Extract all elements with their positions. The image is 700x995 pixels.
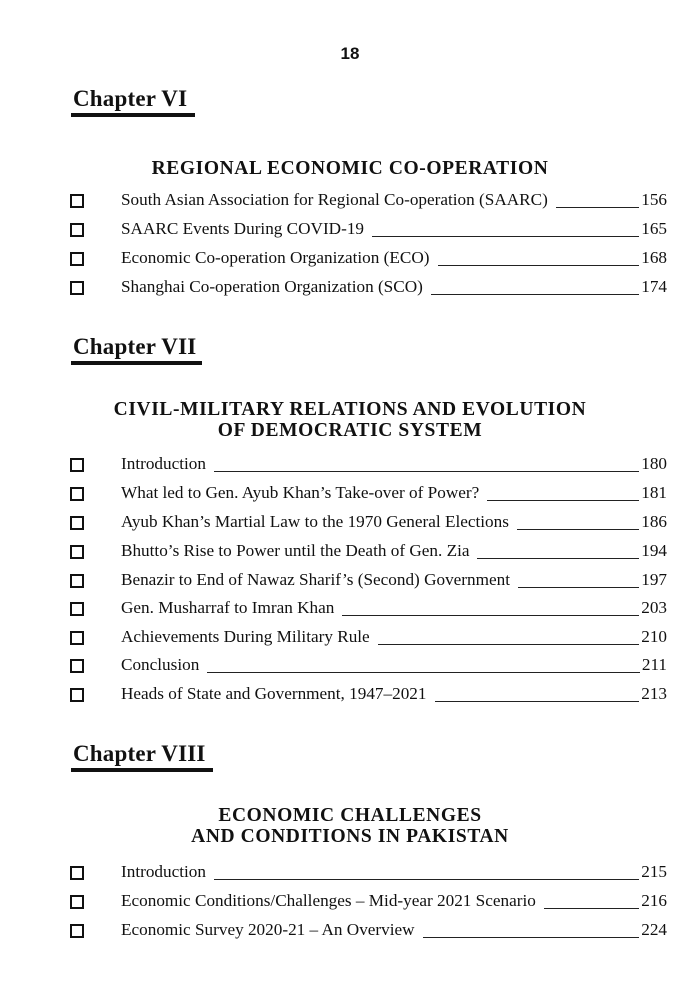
dot-leader [518,587,639,588]
checkbox-icon [70,631,84,645]
toc-entry[interactable] [0,654,700,683]
dot-leader [372,236,639,237]
toc-entry[interactable] [0,453,700,482]
checkbox-icon [70,602,84,616]
dot-leader [214,471,639,472]
entry-title: Economic Co-operation Organization (ECO) [121,248,430,267]
toc-entry[interactable] [0,276,700,305]
dot-leader [431,294,639,295]
toc-entry[interactable] [0,247,700,276]
entry-page: 210 [641,627,667,646]
checkbox-icon [70,516,84,530]
checkbox-icon [70,688,84,702]
dot-leader [214,879,639,880]
checkbox-icon [70,924,84,938]
entry-page: 180 [641,454,667,473]
entry-page: 203 [641,598,667,617]
entry-title: Introduction [121,454,206,473]
chapter-heading: Chapter VII [73,334,197,359]
entry-page: 216 [641,891,667,910]
dot-leader [544,908,639,909]
toc-entry[interactable] [0,511,700,540]
entry-title: Introduction [121,862,206,881]
entry-page: 215 [641,862,667,881]
toc-entry[interactable] [0,189,700,218]
entry-title: SAARC Events During COVID-19 [121,219,365,238]
entry-title: Bhutto’s Rise to Power until the Death of Gen. Zia [121,541,470,560]
entry-page: 156 [641,190,667,209]
entry-page: 165 [641,219,667,238]
section-title: ECONOMIC CHALLENGES [218,805,482,826]
entry-page: 168 [641,248,667,267]
chapter-underline [71,361,202,365]
checkbox-icon [70,458,84,472]
entry-page: 213 [641,684,667,703]
checkbox-icon [70,545,84,559]
section-title: OF DEMOCRATIC SYSTEM [217,420,483,441]
section-title: AND CONDITIONS IN PAKISTAN [191,826,509,847]
checkbox-icon [70,252,84,266]
toc-entry[interactable] [0,569,700,598]
dot-leader [477,558,639,559]
chapter-underline [71,113,195,117]
entry-title: Gen. Musharraf to Imran Khan [121,598,335,617]
toc-entry[interactable] [0,540,700,569]
toc-entry[interactable] [0,890,700,919]
checkbox-icon [70,223,84,237]
entry-title: Economic Survey 2020-21 – An Overview [121,920,415,939]
checkbox-icon [70,194,84,208]
checkbox-icon [70,487,84,501]
dot-leader [438,265,639,266]
section-title: CIVIL-MILITARY RELATIONS AND EVOLUTION [113,399,587,420]
entry-page: 194 [641,541,667,560]
dot-leader [423,937,639,938]
checkbox-icon [70,659,84,673]
toc-entry[interactable] [0,861,700,890]
checkbox-icon [70,866,84,880]
entry-title: Economic Conditions/Challenges – Mid-year 2021 Scenario [121,891,536,910]
chapter-heading: Chapter VIII [73,741,206,766]
dot-leader [556,207,639,208]
entry-page: 197 [641,570,667,589]
toc-entry[interactable] [0,218,700,247]
checkbox-icon [70,574,84,588]
entry-title: Achievements During Military Rule [121,627,370,646]
page-number: 18 [340,44,360,63]
dot-leader [517,529,639,530]
dot-leader [207,672,640,673]
toc-entry[interactable] [0,482,700,511]
entry-title: South Asian Association for Regional Co-operation (SAARC) [121,190,548,209]
dot-leader [487,500,639,501]
entry-title: What led to Gen. Ayub Khan’s Take-over of Power? [121,483,480,502]
toc-entry[interactable] [0,626,700,655]
toc-entry[interactable] [0,683,700,712]
entry-title: Heads of State and Government, 1947–2021 [121,684,427,703]
toc-entry[interactable] [0,919,700,948]
entry-page: 211 [641,655,667,674]
entry-page: 181 [641,483,667,502]
section-title: REGIONAL ECONOMIC CO-OPERATION [151,158,549,179]
checkbox-icon [70,281,84,295]
entry-page: 224 [641,920,667,939]
entry-title: Conclusion [121,655,200,674]
entry-page: 174 [641,277,667,296]
dot-leader [435,701,639,702]
entry-title: Benazir to End of Nawaz Sharif’s (Second) Government [121,570,510,589]
entry-page: 186 [641,512,667,531]
dot-leader [378,644,639,645]
checkbox-icon [70,895,84,909]
toc-entry[interactable] [0,597,700,626]
dot-leader [342,615,639,616]
entry-title: Shanghai Co-operation Organization (SCO) [121,277,423,296]
chapter-heading: Chapter VI [73,86,188,111]
entry-title: Ayub Khan’s Martial Law to the 1970 General Elections [121,512,509,531]
chapter-underline [71,768,213,772]
